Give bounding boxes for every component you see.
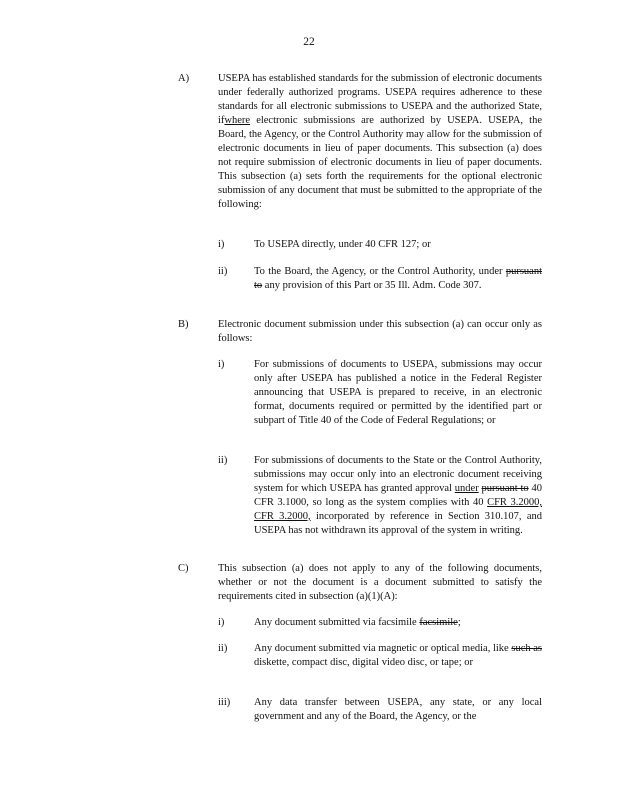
section-label: A) [178, 73, 190, 84]
deleted-text: such as [511, 643, 542, 654]
text-run: incorporated by reference in Section 310.107, and USEPA has not withdrawn its approval of the system in writing. [254, 511, 542, 536]
subitem-text: Any data transfer between USEPA, any state, or any local government and any of the Board, the Agency, or the [254, 697, 542, 722]
inserted-text: under [454, 483, 479, 494]
inserted-text: CFR 3.2000, CFR 3.2000, [254, 497, 542, 522]
section-b-text: Electronic document submission under this subsection (a) can occur only as follows: [218, 319, 542, 344]
text-run: diskette, compact disc, digital video disc, or tape; or [254, 657, 473, 668]
section-c-text: This subsection (a) does not apply to any of the following documents, whether or not the document is a document submitted to satisfy the requirements cited in subsection (a)(1)(A): [218, 563, 542, 602]
section-a-text [218, 72, 542, 212]
subitem-label: ii) [218, 266, 228, 277]
deleted-text: pursuant to [254, 266, 542, 291]
text-run: 40 CFR 3.1000, so long as the system complies with 40 [254, 483, 543, 508]
subitem-text [254, 454, 542, 538]
text-run: To the Board, the Agency, or the Control Authority, under [254, 266, 506, 277]
text-run: For submissions of documents to the State or the Control Authority, submissions may occur only into an electronic document receiving system for which USEPA has granted approval [254, 455, 542, 494]
subitem-label: ii) [218, 455, 228, 466]
text-run: ; [457, 617, 461, 628]
subitem-text [254, 642, 542, 670]
subitem-label: i) [218, 359, 225, 370]
subitem-label: i) [218, 617, 225, 628]
section-label: B) [178, 319, 189, 330]
subitem-text: For submissions of documents to USEPA, submissions may occur only after USEPA has published a notice in the Federal Register announcing that USEPA is prepared to receive, in an electronic format, documents required or permitted by the identified part or subpart of Title 40 of the Code of Federal Regulations; or [254, 359, 542, 426]
subitem-label: i) [218, 239, 225, 250]
text-run: any provision of this Part or 35 Ill. Adm. Code 307. [262, 280, 482, 291]
subitem-text [254, 265, 542, 293]
inserted-text: where [224, 115, 251, 126]
text-run: electronic submissions are authorized by USEPA. USEPA, the Board, the Agency, or the Control Authority may allow for the submission of electronic documents in lieu of paper documents. This subsection (a) does not require submission of electronic documents in lieu of paper documents. This subsection (a) sets forth the requirements for the optional electronic submission of any document that must be submitted to the appropriate of the following: [218, 115, 542, 210]
page-number: 22 [303, 36, 315, 48]
text-run: Any document submitted via facsimile [254, 617, 420, 628]
subitem-label: iii) [218, 697, 231, 708]
section-label: C) [178, 563, 189, 574]
deleted-text: pursuant to [481, 483, 529, 494]
subitem-label: ii) [218, 643, 228, 654]
subitem-text [254, 616, 542, 630]
deleted-text: facsimile [419, 617, 458, 628]
text-run: Any document submitted via magnetic or optical media, like [254, 643, 512, 654]
subitem-text: To USEPA directly, under 40 CFR 127; or [254, 239, 431, 250]
text-run: USEPA has established standards for the submission of electronic documents under federally authorized programs. USEPA requires adherence to these standards for all electronic submissions to USEPA and the authorized State, if [218, 73, 542, 126]
